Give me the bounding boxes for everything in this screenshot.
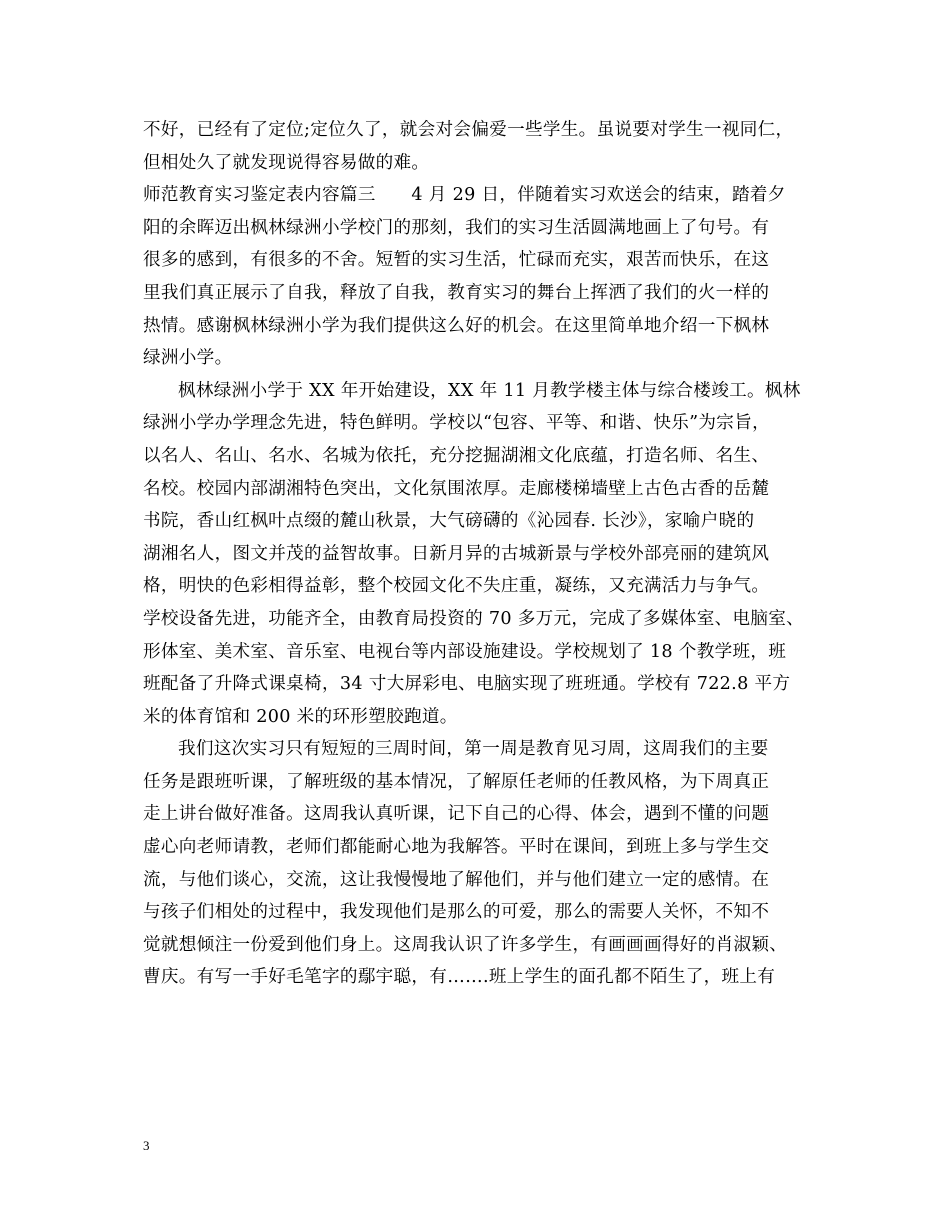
text-line: 形体室、美术室、音乐室、电视台等内部设施建设。学校规划了 18 个教学班，班	[143, 641, 787, 662]
text-line: 热情。感谢枫林绿洲小学为我们提供这么好的机会。在这里简单地介绍一下枫林	[143, 315, 770, 336]
text-line: 曹庆。有写一手好毛笔字的鄢宇聪，有…….班上学生的面孔都不陌生了，班上有	[143, 967, 776, 988]
text-line: 格，明快的色彩相得益彰，整个校园文化不失庄重，凝练，又充满活力与争气。	[143, 576, 770, 597]
paragraph-first-line: 枫林绿洲小学于 XX 年开始建设，XX 年 11 月教学楼主体与综合楼竣工。枫林	[178, 380, 801, 401]
text-line: 以名人、名山、名水、名城为依托，充分挖掘湖湘文化底蕴，打造名师、名生、	[143, 445, 770, 466]
text-line: 流，与他们谈心，交流，这让我慢慢地了解他们，并与他们建立一定的感情。在	[143, 869, 770, 890]
page-number: 3	[143, 1138, 150, 1153]
text-line: 师范教育实习鉴定表内容篇三 4 月 29 日，伴随着实习欢送会的结束，踏着夕	[143, 185, 786, 206]
text-line: 绿洲小学。	[143, 348, 233, 369]
text-line: 里我们真正展示了自我，释放了自我，教育实习的舞台上挥洒了我们的火一样的	[143, 282, 770, 303]
text-line: 书院，香山红枫叶点缀的麓山秋景，大气磅礴的《沁园春. 长沙》，家喻户晓的	[143, 511, 755, 532]
text-line: 湖湘名人，图文并茂的益智故事。日新月异的古城新景与学校外部亮丽的建筑风	[143, 543, 770, 564]
text-line: 不好，已经有了定位;定位久了，就会对会偏爱一些学生。虽说要对学生一视同仁，	[143, 120, 794, 140]
paragraph-first-line: 我们这次实习只有短短的三周时间，第一周是教育见习周，这周我们的主要	[178, 739, 769, 760]
text-line: 但相处久了就发现说得容易做的难。	[143, 152, 430, 173]
text-line: 走上讲台做好准备。这周我认真听课，记下自己的心得、体会，遇到不懂的问题	[143, 804, 770, 825]
text-line: 觉就想倾注一份爱到他们身上。这周我认识了许多学生，有画画画得好的肖淑颖、	[143, 934, 788, 955]
text-line: 虚心向老师请教，老师们都能耐心地为我解答。平时在课间，到班上多与学生交	[143, 837, 770, 858]
text-line: 很多的感到，有很多的不舍。短暂的实习生活，忙碌而充实，艰苦而快乐，在这	[143, 250, 770, 271]
text-line: 班配备了升降式课桌椅，34 寸大屏彩电、电脑实现了班班通。学校有 722.8 平方	[143, 674, 791, 695]
document-body	[143, 114, 813, 994]
text-line: 名校。校园内部湖湘特色突出，文化氛围浓厚。走廊楼梯墙壁上古色古香的岳麓	[143, 478, 770, 499]
text-line: 任务是跟班听课，了解班级的基本情况，了解原任老师的任教风格，为下周真正	[143, 771, 770, 792]
text-line: 米的体育馆和 200 米的环形塑胶跑道。	[143, 706, 458, 727]
text-line: 学校设备先进，功能齐全，由教育局投资的 70 多万元，完成了多媒体室、电脑室、	[143, 608, 805, 629]
text-line: 绿洲小学办学理念先进，特色鲜明。学校以“包容、平等、和谐、快乐”为宗旨，	[143, 413, 770, 434]
text-line: 阳的余晖迈出枫林绿洲小学校门的那刻，我们的实习生活圆满地画上了句号。有	[143, 217, 770, 238]
text-line: 与孩子们相处的过程中，我发现他们是那么的可爱，那么的需要人关怀，不知不	[143, 902, 770, 923]
